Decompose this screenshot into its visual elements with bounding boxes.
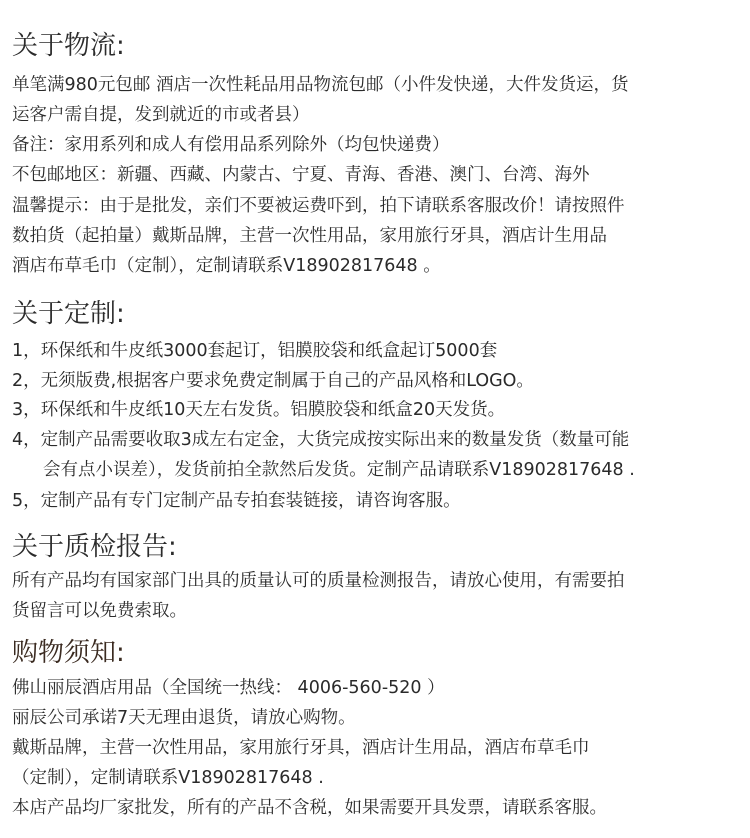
shopping-line-1: 佛山丽辰酒店用品（全国统一热线： 4006-560-520 ） [12,678,445,698]
custom-heading: 关于定制: [12,299,125,329]
custom-line-5: 5，定制产品有专门定制产品专拍套装链接，请咨询客服。 [12,491,461,511]
shopping-line-3: 戴斯品牌，主营一次性用品，家用旅行牙具，酒店计生用品，酒店布草毛巾 [12,738,590,758]
custom-line-3: 3，环保纸和牛皮纸10天左右发货。铝膜胶袋和纸盒20天发货。 [12,400,506,420]
logistics-line-7: 酒店布草毛巾（定制），定制请联系V18902817648 。 [12,256,441,276]
custom-line-1: 1，环保纸和牛皮纸3000套起订，铝膜胶袋和纸盒起订5000套 [12,341,498,361]
custom-line-4: 4，定制产品需要收取3成左右定金，大货完成按实际出来的数量发货（数量可能 [12,430,630,450]
shopping-heading: 购物须知: [12,638,125,668]
custom-line-4-cont: 会有点小误差），发货前拍全款然后发货。定制产品请联系V18902817648 . [43,460,635,480]
logistics-line-5: 温馨提示：由于是批发，亲们不要被运费吓到，拍下请联系客服改价！请按照件 [12,196,625,216]
shopping-line-5: 本店产品均厂家批发，所有的产品不含税，如果需要开具发票，请联系客服。 [12,798,607,818]
quality-line-1: 所有产品均有国家部门出具的质量认可的质量检测报告，请放心使用，有需要拍 [12,571,625,591]
shopping-line-2: 丽辰公司承诺7天无理由退货，请放心购物。 [12,708,356,728]
logistics-line-6: 数拍货（起拍量）戴斯品牌，主营一次性用品，家用旅行牙具，酒店计生用品 [12,226,607,246]
quality-line-2: 货留言可以免费索取。 [12,601,187,621]
quality-heading: 关于质检报告: [12,532,177,562]
logistics-line-4: 不包邮地区：新疆、西藏、内蒙古、宁夏、青海、香港、澳门、台湾、海外 [12,165,590,185]
logistics-line-1: 单笔满980元包邮 酒店一次性耗品用品物流包邮（小件发快递，大件发货运，货 [12,75,629,95]
logistics-heading: 关于物流: [12,31,125,61]
custom-line-2: 2，无须版费,根据客户要求免费定制属于自己的产品风格和LOGO。 [12,371,534,391]
logistics-line-3: 备注：家用系列和成人有偿用品系列除外（均包快递费） [12,135,450,155]
logistics-line-2: 运客户需自提，发到就近的市或者县） [12,105,310,125]
shopping-line-4: （定制），定制请联系V18902817648 . [12,768,324,788]
